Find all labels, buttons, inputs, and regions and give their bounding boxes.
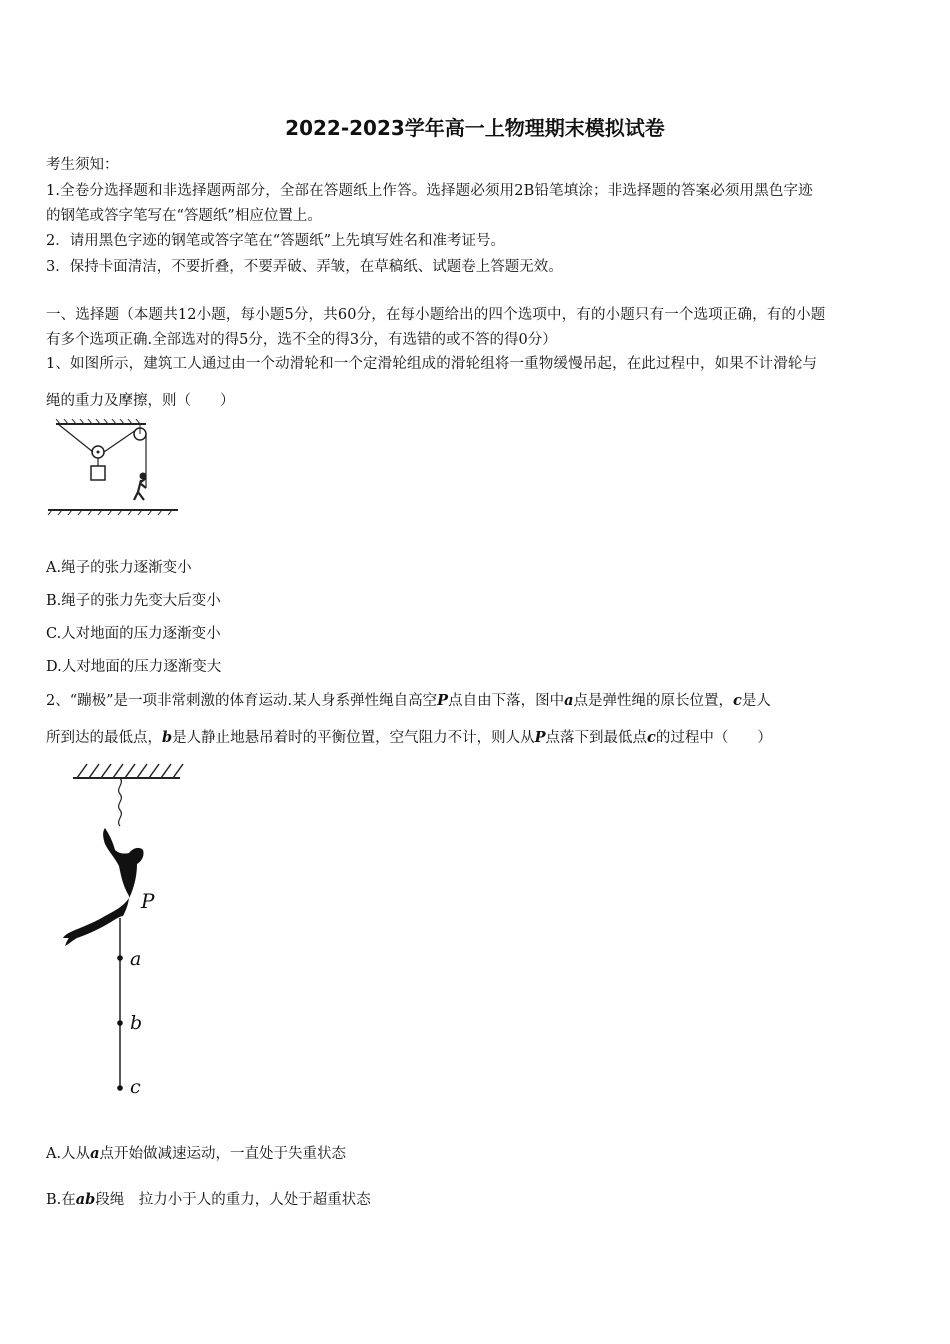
q2-var-c: c: [647, 729, 656, 746]
q2-text: 是人静止地悬吊着时的平衡位置，空气阻力不计，则人从: [172, 730, 535, 746]
question-1-option-b: B.绳子的张力先变大后变小: [46, 593, 221, 609]
notice-item-1-cont: 的钢笔或答字笔写在“答题纸”相应位置上。: [46, 208, 322, 224]
pulley-system-figure: [46, 418, 181, 518]
section-instructions-1: 一、选择题（本题共12小题，每小题5分，共60分，在每小题给出的四个选项中，有的小题只有一个选项正确，有的小题: [46, 307, 826, 323]
q2-text: 点开始做减速运动，一直处于失重状态: [99, 1146, 346, 1162]
question-1-stem-1: 1、如图所示，建筑工人通过由一个动滑轮和一个定滑轮组成的滑轮组将一重物缓慢吊起，在此过程中，如果不计滑轮与: [46, 356, 818, 372]
question-1-stem-2: 绳的重力及摩擦，则（ ）: [46, 393, 235, 409]
question-1-option-c: C.人对地面的压力逐渐变小: [46, 626, 221, 642]
question-2-stem-2: [46, 726, 772, 747]
q2-text: 2、“蹦极”是一项非常刺激的体育运动.某人身系弹性绳自高空: [46, 693, 438, 709]
question-2-option-a: [46, 1142, 346, 1163]
page-title: 2022-2023学年高一上物理期末模拟试卷: [285, 116, 665, 140]
figure-label-b: b: [130, 1012, 143, 1034]
q2-var-c: c: [732, 692, 742, 709]
q2-text: 点自由下落，图中: [448, 693, 565, 709]
q2-var-b: b: [162, 729, 173, 746]
q2-var-P: P: [437, 692, 449, 709]
question-2-stem-1: [46, 689, 771, 710]
q2-text: A.人从: [46, 1146, 91, 1162]
q2-text: 段绳 拉力小于人的重力，人处于超重状态: [95, 1192, 371, 1208]
q2-text: 所到达的最低点，: [46, 730, 162, 746]
figure-label-a: a: [130, 948, 142, 970]
q2-var-a: a: [90, 1145, 100, 1162]
figure-label-P: P: [141, 889, 155, 913]
figure-label-c: c: [130, 1076, 141, 1098]
q2-text: 是人: [741, 693, 771, 709]
q2-var-P: P: [534, 729, 546, 746]
q2-text: 的过程中（ ）: [655, 730, 772, 746]
q2-text: 点落下到最低点: [545, 730, 648, 746]
notice-heading: 考生须知：: [46, 157, 119, 173]
bungee-jump-figure: [55, 758, 195, 1103]
q2-var-ab: ab: [75, 1191, 96, 1208]
question-1-option-a: A.绳子的张力逐渐变小: [46, 560, 192, 576]
question-1-option-d: D.人对地面的压力逐渐变大: [46, 659, 222, 675]
question-2-option-b: [46, 1188, 371, 1209]
q2-text: B.在: [46, 1192, 76, 1208]
notice-item-2: 2．请用黑色字迹的钢笔或答字笔在“答题纸”上先填写姓名和准考证号。: [46, 233, 506, 249]
notice-item-3: 3．保持卡面清洁，不要折叠，不要弄破、弄皱，在草稿纸、试题卷上答题无效。: [46, 259, 563, 275]
q2-text: 点是弹性绳的原长位置，: [573, 693, 733, 709]
notice-item-1: 1.全卷分选择题和非选择题两部分，全部在答题纸上作答。选择题必须用2B铅笔填涂；非选择题的答案必须用黑色字迹: [46, 183, 813, 199]
section-instructions-2: 有多个选项正确.全部选对的得5分，选不全的得3分，有选错的或不答的得0分）: [46, 332, 557, 348]
q2-var-a: a: [564, 692, 574, 709]
